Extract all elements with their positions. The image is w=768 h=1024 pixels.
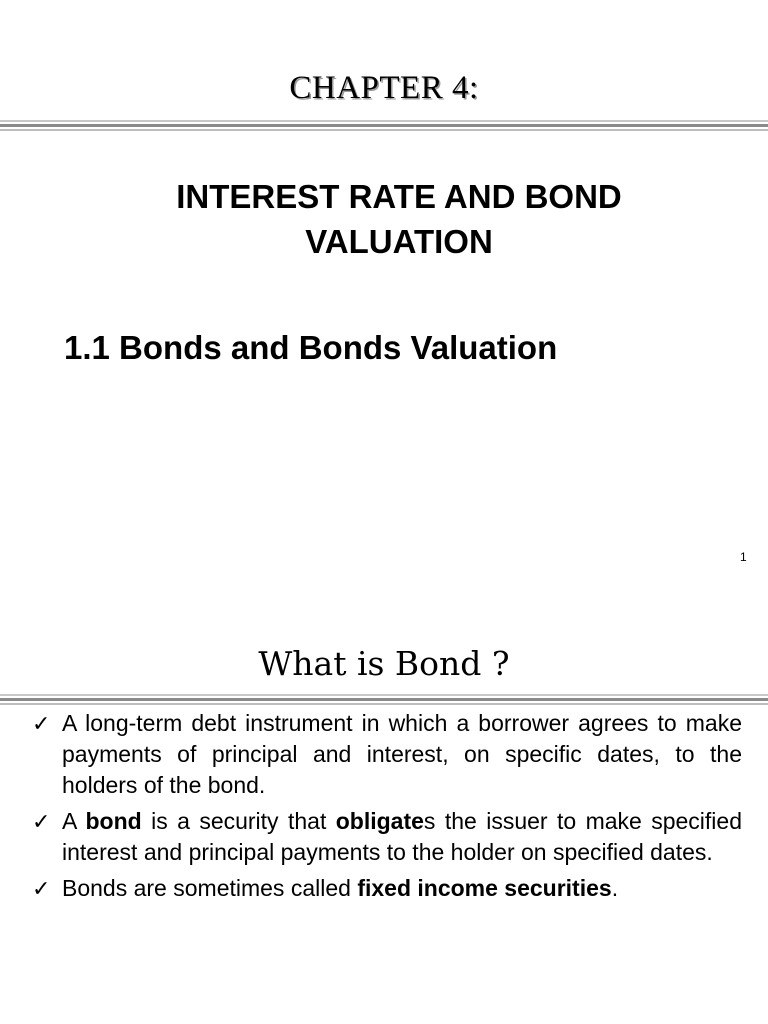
slide-title: INTEREST RATE AND BOND VALUATION — [176, 178, 622, 260]
bold-term-fixed-income: fixed income securities — [357, 875, 612, 901]
bullet-text-part: s the issuer to make specified interest and principal payments to the holder on specified dates. — [62, 808, 742, 865]
bullet-text-part: Bonds are sometimes called — [62, 875, 358, 901]
page-number: 1 — [740, 550, 747, 564]
bullet-list — [32, 708, 742, 909]
bold-term-obligate: obligate — [335, 808, 424, 834]
heading-divider — [0, 694, 768, 707]
bullet-text-part: is a security that — [141, 808, 336, 834]
section-heading: 1.1 Bonds and Bonds Valuation — [64, 329, 558, 366]
bullet-text-part: A — [62, 808, 86, 834]
title-divider — [0, 120, 768, 133]
slide-heading: What is Bond ? — [258, 644, 510, 683]
check-icon: ✓ — [32, 876, 51, 901]
bullet-text-part: . — [611, 875, 619, 901]
chapter-title: CHAPTER 4: — [289, 70, 479, 106]
check-icon: ✓ — [32, 809, 51, 834]
slide-2 — [0, 600, 768, 1024]
bullet-text: A long-term debt instrument in which a borrower agrees to make payments of principal and interest, on specific dates, to the holders of the bond. — [62, 710, 742, 798]
list-item — [32, 708, 742, 801]
list-item — [32, 806, 742, 868]
list-item — [32, 873, 742, 904]
check-icon: ✓ — [32, 711, 51, 736]
bold-term-bond: bond — [85, 808, 142, 834]
